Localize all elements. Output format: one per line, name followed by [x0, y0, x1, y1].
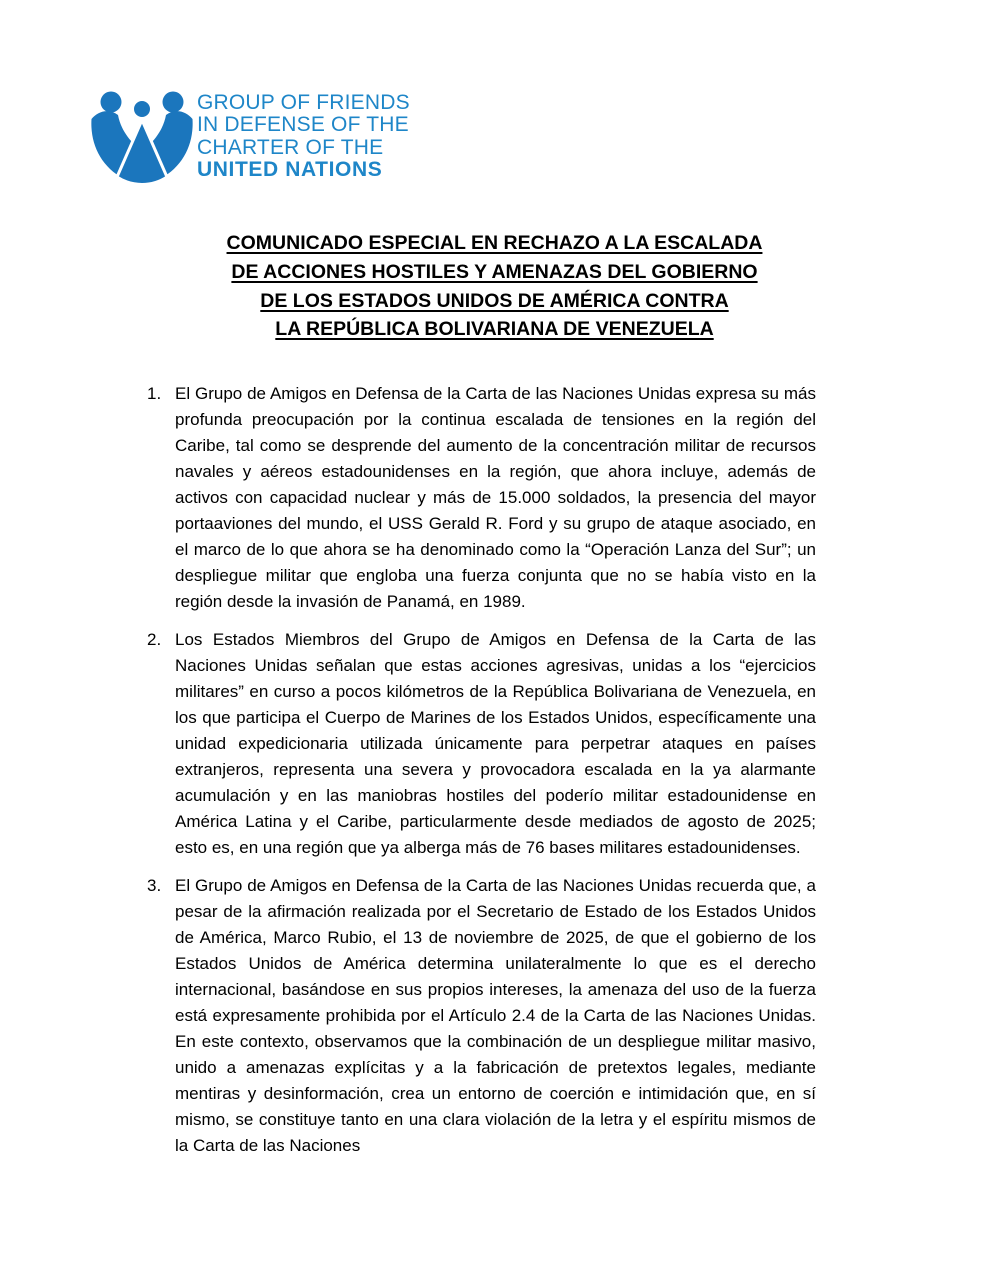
logo-wordmark	[197, 92, 410, 182]
logo-line: CHARTER OF THE	[197, 135, 384, 159]
logo-line: GROUP OF FRIENDS	[197, 91, 410, 114]
list-item	[147, 627, 816, 861]
paragraph-list	[147, 381, 816, 1171]
document-title	[0, 229, 989, 344]
logo-line-bold: UNITED NATIONS	[197, 158, 383, 182]
title-line: DE ACCIONES HOSTILES Y AMENAZAS DEL GOBIERNO	[231, 260, 758, 283]
item-number: 3.	[147, 876, 162, 895]
item-number: 1.	[147, 384, 162, 403]
un-group-logo	[90, 88, 410, 186]
list-item	[147, 873, 816, 1159]
list-item	[147, 381, 816, 615]
item-text: El Grupo de Amigos en Defensa de la Carta de las Naciones Unidas expresa su más profunda preocupación por la continua escalada de tensiones en la región del Caribe, tal como se desprende del aumento de la concentración militar de recursos navales y aéreos estadounidenses en la región, que ahora incluye, además de activos con capacidad nuclear y más de 15.000 soldados, la presencia del mayor portaaviones del mundo, el USS Gerald R. Ford y su grupo de ataque asociado, en el marco de lo que ahora se ha denominado como la “Operación Lanza del Sur”; un despliegue militar que engloba una fuerza conjunta que no se había visto en la región desde la invasión de Panamá, en 1989.	[175, 384, 816, 611]
item-text: El Grupo de Amigos en Defensa de la Carta de las Naciones Unidas recuerda que, a pesar de la afirmación realizada por el Secretario de Estado de los Estados Unidos de América, Marco Rubio, el 13 de noviembre de 2025, de que el gobierno de los Estados Unidos de América determina unilateralmente lo que es el derecho internacional, basándose en sus propios intereses, la amenaza del uso de la fuerza está expresamente prohibida por el Artículo 2.4 de la Carta de las Naciones Unidas. En este contexto, observamos que la combinación de un despliegue militar masivo, unido a amenazas explícitas y a la fabricación de pretextos legales, mediante mentiras y desinformación, crea un entorno de coerción e intimidación que, en sí mismo, se constituye tanto en una clara violación de la letra y el espíritu mismos de la Carta de las Naciones	[175, 876, 816, 1155]
item-number: 2.	[147, 630, 162, 649]
three-figures-icon	[90, 88, 194, 186]
item-text: Los Estados Miembros del Grupo de Amigos en Defensa de la Carta de las Naciones Unidas señalan que estas acciones agresivas, unidas a los “ejercicios militares” en curso a pocos kilómetros de la República Bolivariana de Venezuela, en los que participa el Cuerpo de Marines de los Estados Unidos, específicamente una unidad expedicionaria utilizada únicamente para perpetrar ataques en países extranjeros, representa una severa y provocadora escalada en la ya alarmante acumulación y en las maniobras hostiles del poderío militar estadounidense en América Latina y el Caribe, particularmente desde mediados de agosto de 2025; esto es, en una región que ya alberga más de 76 bases militares estadounidenses.	[175, 630, 816, 857]
title-line: DE LOS ESTADOS UNIDOS DE AMÉRICA CONTRA	[260, 289, 729, 312]
title-line: LA REPÚBLICA BOLIVARIANA DE VENEZUELA	[275, 318, 714, 341]
logo-line: IN DEFENSE OF THE	[197, 113, 409, 137]
title-line: COMUNICADO ESPECIAL EN RECHAZO A LA ESCALADA	[226, 232, 763, 254]
